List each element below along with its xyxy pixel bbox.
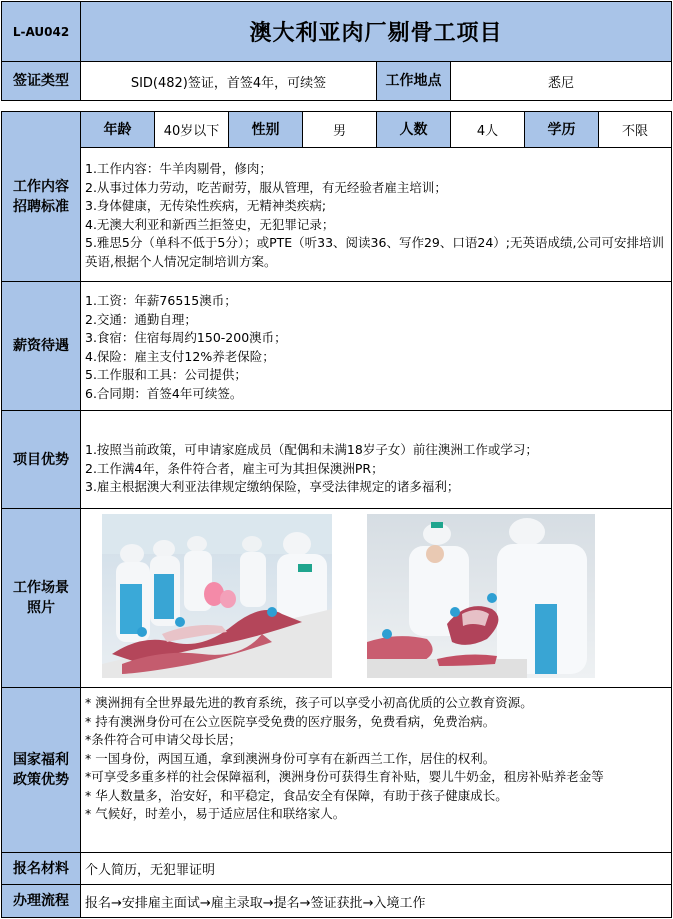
process-value: [80, 884, 672, 918]
materials-value: [80, 852, 672, 885]
photos-label: [1, 508, 81, 688]
materials-label-text: 报名材料: [13, 860, 69, 877]
education-label-text: 学历: [547, 121, 576, 138]
materials-value-text: 个人简历，无犯罪证明: [85, 863, 216, 878]
process-label: [1, 884, 81, 918]
requirements-label-text: 工作内容 招聘标准: [13, 178, 69, 215]
project-code: [1, 1, 81, 62]
salary-label: [1, 281, 81, 411]
list-item: 6.合同期：首签4年可续签。: [85, 385, 243, 401]
materials-label: [1, 852, 81, 885]
list-item: 3.身体健康，无传染性疾病，无精神类疾病;: [85, 198, 327, 213]
list-item: *条件符合可申请父母长居；: [85, 732, 242, 747]
process-value-text: 报名→安排雇主面试→雇主录取→提名→签证获批→入境工作: [85, 895, 426, 911]
welfare-content: [80, 687, 672, 853]
salary-content: [80, 281, 672, 411]
age-label: [80, 111, 155, 148]
photos-label-text: 工作场景 照片: [13, 580, 69, 616]
work-scene-photo-1: [102, 514, 332, 678]
visa-type-label: [1, 61, 81, 101]
education-value: [598, 111, 672, 148]
list-item: 5.雅思5分（单科不低于5分）；或PTE（听33、阅读36、写作29、口语24）;无英语成绩,公司可安排培训英语,根据个人情况定制培训方案。: [85, 235, 664, 269]
requirements-content: [80, 147, 672, 282]
count-value: [450, 111, 525, 148]
count-label-text: 人数: [399, 121, 428, 138]
gender-label: [228, 111, 303, 148]
welfare-label-text: 国家福利 政策优势: [13, 752, 69, 788]
work-scene-photo-2: [367, 514, 595, 678]
age-value: [154, 111, 229, 148]
visa-type-value: [80, 61, 377, 101]
work-location-label-text: 工作地点: [385, 73, 442, 89]
education-value-text: 不限: [621, 124, 648, 139]
list-item: 3.食宿：住宿每周约150-200澳币；: [85, 330, 287, 345]
count-value-text: 4人: [476, 124, 499, 139]
list-item: 4.无澳大利亚和新西兰拒签史，无犯罪记录；: [85, 216, 335, 232]
list-item: 5.工作服和工具：公司提供；: [85, 367, 247, 382]
salary-label-text: 薪资待遇: [13, 338, 69, 354]
list-item: 1.按照当前政策，可申请家庭成员（配偶和未满18岁子女）前往澳洲工作或学习；: [85, 442, 538, 457]
list-item: 3.雇主根据澳大利亚法律规定缴纳保险，享受法律规定的诸多福利；: [85, 479, 460, 494]
list-item: 2.从事过体力劳动，吃苦耐劳，服从管理，有无经验者雇主培训；: [85, 179, 447, 195]
list-item: * 一国身份，两国互通，拿到澳洲身份可享有在新西兰工作，居住的权利。: [85, 750, 496, 766]
education-label: [524, 111, 599, 148]
list-item: * 持有澳洲身份可在公立医院享受免费的医疗服务，免费看病，免费治病。: [85, 713, 496, 729]
advantages-label: [1, 410, 81, 509]
gender-label-text: 性别: [251, 121, 280, 138]
age-label-text: 年龄: [103, 121, 132, 138]
visa-type-label-text: 签证类型: [13, 73, 69, 89]
project-code-text: L-AU042: [12, 24, 70, 39]
welfare-label: [1, 687, 81, 853]
work-location-label: [376, 61, 451, 101]
project-title: [80, 1, 672, 62]
list-item: 2.交通：通勤自理；: [85, 311, 197, 327]
list-item: 1.工作内容：牛羊肉剔骨，修肉；: [85, 161, 272, 176]
visa-type-value-text: SID(482)签证，首签4年，可续签: [130, 75, 327, 91]
list-item: *可享受多重多样的社会保障福利，澳洲身份可获得生育补贴，婴儿牛奶金，租房补贴养老金等: [85, 769, 604, 784]
project-title-text: 澳大利亚肉厂剔骨工项目: [249, 21, 503, 46]
list-item: 2.工作满4年，条件符合者，雇主可为其担保澳洲PR；: [85, 460, 384, 476]
process-label-text: 办理流程: [13, 893, 69, 909]
list-item: * 澳洲拥有全世界最先进的教育系统，孩子可以享受小初高优质的公立教育资源。: [85, 695, 533, 710]
requirements-label: [1, 111, 81, 282]
advantages-label-text: 项目优势: [13, 451, 69, 468]
work-scene-photo-1-image: [102, 514, 332, 678]
age-value-text: 40岁以下: [163, 124, 220, 139]
work-scene-photo-2-image: [367, 514, 595, 678]
gender-value-text: 男: [332, 124, 346, 139]
work-location-value-text: 悉尼: [547, 75, 574, 91]
list-item: * 华人数量多，治安好，和平稳定，食品安全有保障，有助于孩子健康成长。: [85, 787, 508, 803]
gender-value: [302, 111, 377, 148]
count-label: [376, 111, 451, 148]
list-item: * 气候好，时差小，易于适应居住和联络家人。: [85, 806, 346, 821]
work-location-value: [450, 61, 672, 101]
advantages-content: [80, 410, 672, 509]
list-item: 1.工资：年薪76515澳币；: [85, 293, 237, 308]
list-item: 4.保险：雇主支付12%养老保险；: [85, 348, 275, 364]
